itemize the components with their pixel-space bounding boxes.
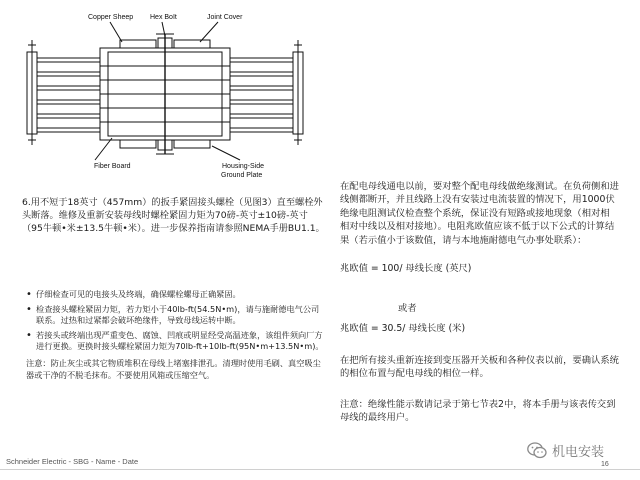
inspection-bullet-list [26, 289, 326, 381]
cleaning-note: 注意：防止灰尘或其它物质堆积在母线上堵塞排泄孔。清理时使用毛刷、真空吸尘器或干净的不脱毛抹布。不要使用风箱或压缩空气。 [26, 357, 321, 380]
formula-meters: 兆欧值 = 30.5/ 母线长度 (米) [340, 323, 466, 334]
label-ground-plate: Ground Plate [221, 172, 263, 179]
label-fiber-board: Fiber Board [94, 163, 131, 170]
label-copper-sheep: Copper Sheep [88, 14, 134, 21]
bullet-item: • 若接头或终端出现严重变色、腐蚀、凹痕或明显经受高温迹象，该组件须向厂方进行更换。更换时接头螺栓紧固力矩为70lb-ft+10lb-ft(95N•m+13.5N•m)。 [26, 330, 326, 353]
formula-or: 或者 [398, 303, 417, 314]
bullet-item: • 仔细检查可见的电接头及终端，确保螺栓螺母正确紧固。 [26, 289, 326, 301]
page-number: 16 [601, 461, 609, 468]
label-hex-bolt: Hex BoIt [150, 14, 177, 21]
wechat-icon [527, 442, 547, 459]
footer-divider [0, 469, 640, 470]
formula-feet: 兆欧值 = 100/ 母线长度 (英尺) [340, 263, 472, 274]
step-6-text: 6.用不短于18英寸（457mm）的扳手紧固接头螺栓（见图3）直至螺栓外头断落。维修及重新安装母线时螺栓紧固力矩为70磅-英寸±10磅-英寸（95牛顿•米±13.5牛顿•米）。进一步保养指南请参照NEMA手册BU1.1。 [22, 197, 325, 235]
watermark-text: 机电安装 [552, 445, 605, 460]
watermark [527, 441, 604, 460]
bullet-item: • 检查接头螺栓紧固力矩，若力矩小于40lb-ft(54.5N•m)，请与施耐德电气公司联系。过热和过紧都会破坏绝缘件，导致母线运转中断。 [26, 304, 326, 327]
insulation-test-paragraph: 在配电母线通电以前，要对整个配电母线做绝缘测试。在负荷侧和进线侧都断开，并且线路上没有安装过电流装置的情况下，用1000伏绝缘电阻测试仪检查整个系统，保证没有短路或接地现象（相对相 相对中线以及相对接地）。电阻兆欧值应该不低于以下公式的计算结果（若示值小于该数值，请与本地施耐德电气办事处联系）： [340, 181, 619, 246]
phase-check-paragraph: 在把所有接头重新连接到变压器开关板和各种仪表以前，要确认系统的相位布置与配电母线的相位一样。 [340, 355, 619, 380]
busway-joint-diagram [0, 0, 330, 190]
label-joint-cover: Joint Cover [207, 14, 243, 21]
footer-text: Schneider Electric - SBG - Name - Date [6, 457, 139, 466]
record-note: 注意：绝缘性能示数请记录于第七节表2中，将本手册与该表传交到母线的最终用户。 [340, 399, 616, 424]
label-housing-side: Housing-Side [222, 163, 265, 170]
